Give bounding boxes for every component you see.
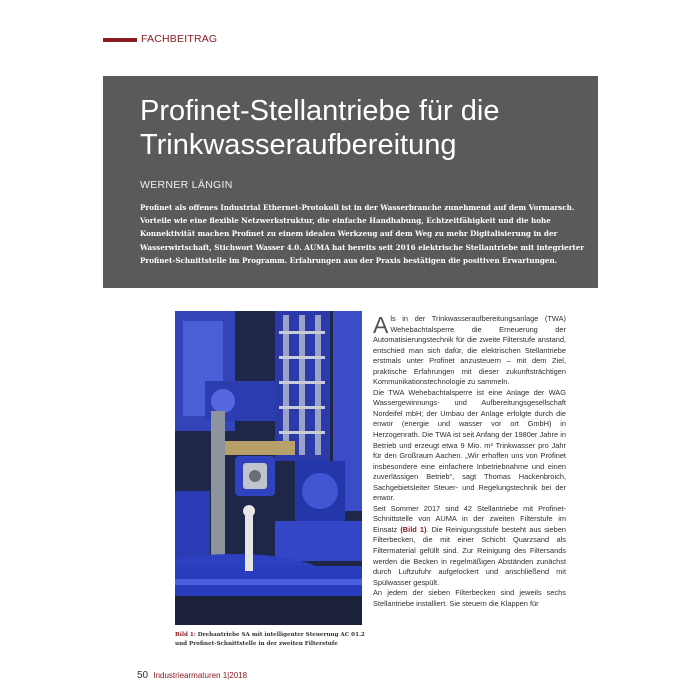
- section-accent-bar: [103, 38, 137, 42]
- paragraph-3-text-a: Seit Sommer 2017 sind 42 Stellantriebe mit Profinet-Schnittstelle von AUMA in der zweiten Filterstufe im Einsatz: [373, 503, 566, 534]
- page-footer: [137, 670, 247, 681]
- paragraph-1-text: ls in der Trinkwasseraufbereitungsanlage (TWA) Wehebachtalsperre die Erneuerung der Automatisierungstechnik für die zweite Filterstufe anstand, entschied man sich dafür, die elektrischen Stellantriebe erstmals unter Profinet anzusteuern – mit dem Ziel, praktische Erfahrungen mit dieser zukunftsträchtigen Kommunikationstechnologie zu sammeln.: [373, 314, 566, 387]
- figure-caption: [175, 631, 365, 648]
- drop-cap: A: [373, 312, 389, 338]
- magazine-issue: Industriearmaturen 1|2018: [153, 671, 248, 680]
- figure-photo: [175, 311, 362, 625]
- paragraph-2: Die TWA Wehebachtalsperre ist eine Anlage der WAG Wassergewinnungs- und Aufbereitungsgesellschaft Nordeifel mbH; der Umbau der Anlage erfolgte durch die enwor (energie und wasser vor ort GmbH) in Herzogenrath. Die TWA ist seit Anfang der 1980er Jahre in Betrieb und erzeugt etwa 9 Mio. m³ Trinkwasser pro Jahr für den Großraum Aachen. „Wir erhoffen uns von Profinet insbesondere eine einfachere Inbetriebnahme und einen zuverlässigen Betrieb“, sagt Thomas Hackenbroich, Sachgebietsleiter Steuer- und Regelungstechnik bei der enwor.: [373, 387, 566, 503]
- caption-text: Drehantriebe SA mit intelligenter Steuerung AC 01.2 und Profinet-Schnittstelle in der zweiten Filterstufe: [175, 632, 365, 647]
- paragraph-3-text-b: . Die Reinigungsstufe besteht aus sieben Filterbecken, die mit einer Schicht Quarzsand als Filtermaterial gefüllt sind. Zur Reinigung des Filtersands werden die Becken in regelmäßigen Abständen zunächst durch Luftzufuhr aufgelockert und anschließend mit Spülwasser gespült.: [373, 524, 566, 587]
- article-body: [373, 314, 566, 609]
- page-number: 50: [137, 670, 149, 681]
- article-lead: Profinet als offenes Industrial Ethernet-Protokoll ist in der Wasserbranche zunehmend auf dem Vormarsch. Vorteile wie eine flexible Netzwerkstruktur, die einfache Handhabung, Echtzeitfähigkeit und die hohe Konnektivität machen Profinet zu einem idealen Werkzeug auf dem Weg zu mehr Digitalisierung in der Wasserwirtschaft, Stichwort Wasser 4.0. AUMA hat bereits seit 2016 elektrische Stellantriebe mit integrierter Profinet-Schnittstelle im Programm. Erfahrungen aus der Praxis bestätigen die positiven Erwartungen.: [140, 203, 585, 265]
- article-title: Profinet-Stellantriebe für die Trinkwasseraufbereitung: [140, 95, 500, 161]
- caption-label: Bild 1:: [175, 632, 196, 638]
- paragraph-3: [373, 504, 566, 588]
- figure-reference: (Bild 1): [400, 524, 427, 534]
- section-label: FACHBEITRAG: [141, 33, 218, 45]
- paragraph-1: [373, 314, 566, 388]
- pipe-installation-illustration: [175, 311, 362, 625]
- title-banner: [103, 76, 598, 288]
- article-author: WERNER LÄNGIN: [140, 179, 233, 191]
- paragraph-4: An jedem der sieben Filterbecken sind jeweils sechs Stellantriebe installiert. Sie steuern die Klappen für: [373, 588, 566, 608]
